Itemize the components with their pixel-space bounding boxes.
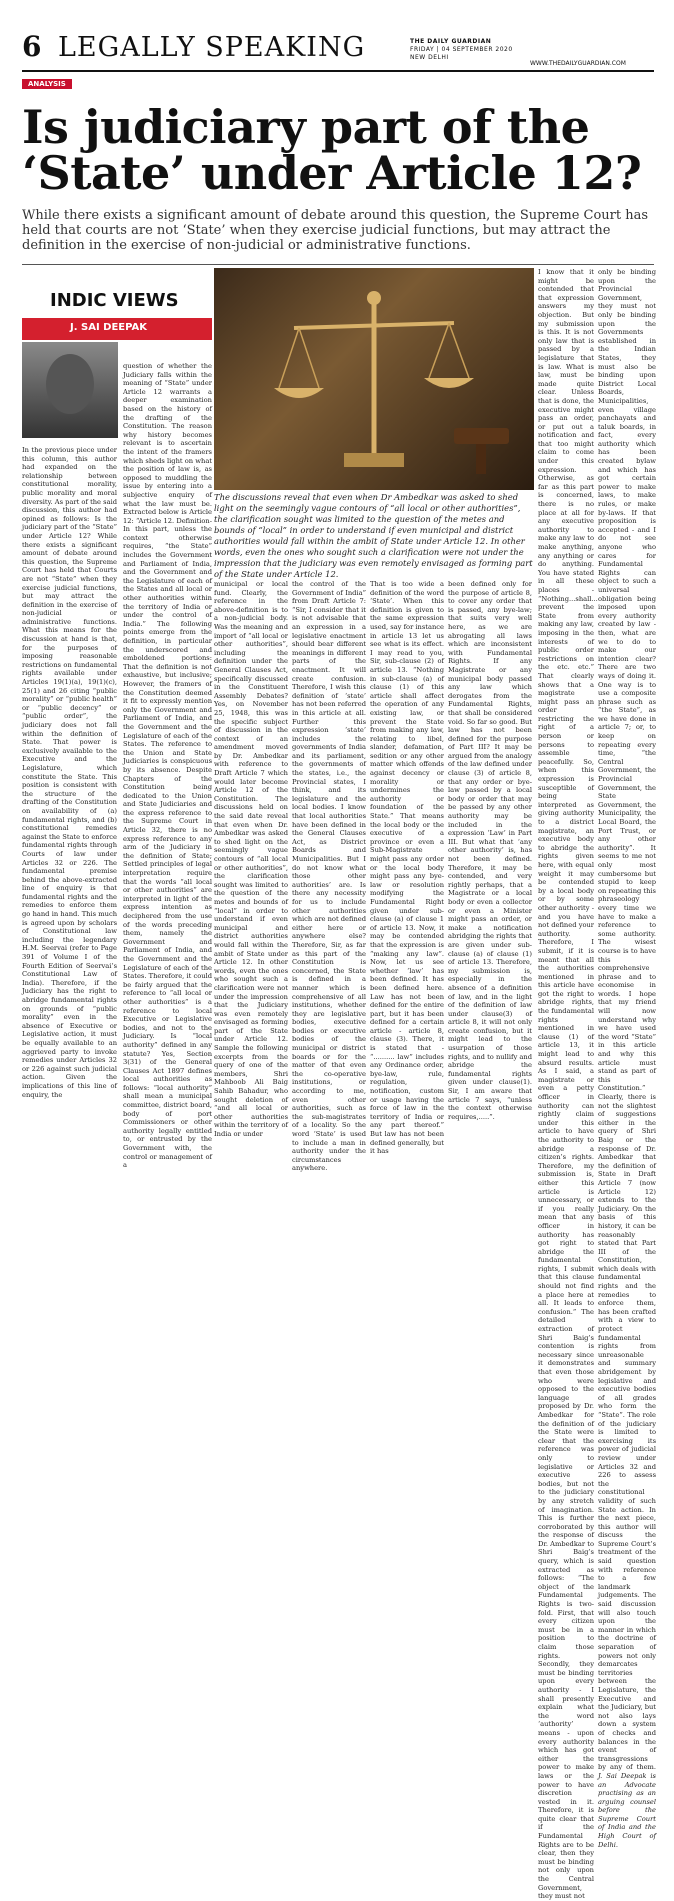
author-face-icon bbox=[46, 354, 94, 414]
author-name: J. SAI DEEPAK bbox=[70, 322, 148, 333]
deck-rule bbox=[22, 264, 654, 265]
column-6-text: been defined only for the purpose of article 8, to cover any order that is passed, any bye-law; that suits very well here, as we are abrogating all laws which are inconsistent with Fundamental Rights. If any Magistrate or any municipal body passed any law which derogates from the Fundamental Rights, that shall be considered void. So far so good. But law has not been defined for the purpose of Part III? It may be argued from the analogy of the law defined under clause (3) of article 8, that any order or bye-law passed by a local body or order that may be passed by any other authority may be included in the expression ‘Law’ in Part III. But what that ‘any other authority’ is, has not been defined. Therefore, it may be contended, and very rightly perhaps, that a Magistrate or a local body or even a collector or even a Minister might pass an order, or make a notification abridging the rights that are given under sub-clause (a) of clause (1) of article 13. Therefore, my submission is, especially in the absence of a definition of law, and in the light of the definition of law under clause(3) of article 8, it will not only create confusion, but it might lead to the usurpation of those rights, and to nullify and abridge the fundamental rights given under clause(1). Sir, I am aware that article 7 says, “unless the context otherwise requires,.....”. bbox=[448, 580, 532, 1121]
column-1-text: In the previous piece under this column, this author had expanded on the relationship between constitutional morality, public morality and moral diversity. As part of the said discussion, this author had opined as follows: Is the judiciary part of the “State” under Article 12? While there exists a significant amount of debate around this question, the Supreme Court has held that Courts are not “State” when they exercise judicial functions, but may attract the definition in the exercise of non-judicial or administrative functions. What this means for the discussion at hand is that, for the purposes of imposing reasonable restrictions on fundamental rights available under Articles 19(1)(a), 19(1)(c), 25(1) and 26 citing “public morality” or “public health” or “public decency” or “public order”, the judiciary does not fall within the definition of State. That power is exclusively available to the Executive and the Legislature, which constitute the State. This position is consistent with the structure of the drafting of the Constitution on availability of (a) fundamental rights, and (b) constitutional remedies against the State to enforce fundamental rights through Courts of law under Articles 32 or 226. The fundamental premise behind the above-extracted line of enquiry is that fundamental rights and the remedies to enforce them go hand in hand. This much is agreed upon by scholars of Constitutional law including the legendary H.M. Seervai (refer to Page 391 of Volume I of the Fourth Edition of Seervai’s Constitutional Law of India). Therefore, if the Judiciary has the right to abridge fundamental rights on grounds of “public morality” even in the absence of Executive or Legislative action, it must be equally available to an aggrieved party to invoke remedies under Articles 32 or 226 against such judicial action. Given the implications of this line of enquiry, the bbox=[22, 446, 117, 1099]
column-8-text bbox=[598, 268, 656, 1849]
paper-name: THE DAILY GUARDIAN bbox=[410, 38, 492, 45]
author-bio: J. Sai Deepak is an Advocate practising as an arguing counsel before the Supreme Court of India and the High Court of Delhi. bbox=[598, 1771, 656, 1849]
deck: While there exists a significant amount of debate around this question, the Supreme Court has held that courts are not ‘State’ when they exercise judicial functions, but may attract the definition in the exercise of non-judicial or administrative functions. bbox=[22, 208, 649, 253]
section-title: LEGALLY SPEAKING bbox=[58, 32, 366, 63]
page-number: 6 bbox=[22, 30, 42, 63]
image-caption: The discussions reveal that even when Dr Ambedkar was asked to shed light on the seemingly vague contours of “all local or other authorities”, the clarification sought was limited to the question of the metes and bounds of “local” in order to understand if even municipal and district authorities would fall within the ambit of State under Article 12. In other words, even the ones who sought such a clarification were not under the impression that the judiciary was even remotely envisaged as forming part of the State under Article 12. bbox=[214, 492, 533, 579]
column-7-text: I know that it might be contended that that expression answers my objection. But my submission is this. It is not only law that is passed by a legislature that is law. What is law, must be made quite clear. Unless that is done, the executive might pass an order, or put out a notification and that too might claim to come under this expression. Otherwise, as far as this part is concerned, there is no place at all for any executive authority to make any law to make anything, any anything or do anything. You have stated in all these places - “Nothing...shall... prevent the State from making any law, imposing in the interests of public order restrictions on the etc. etc.” That clearly shows that a magistrate might pass an order restricting the right of a person or persons to assemble peacefully. So, when this expression is susceptible of being interpreted as giving authority to a district magistrate, an executive body to abridge the rights given here, with equal weight it may be contended by a local body or by some other authority - and you have not defined your authority. Therefore, I submit, if it is meant that all the authorities mentioned in this article have got the right to abridge rights, the fundamental rights mentioned in clause (1) of article 13, it might lead to absurd results. As I said, a magistrate or even a petty officer in authority can rightly claim under this article to have the authority to abridge a citizen’s rights. Therefore, my submission is, either this article is unnecessary, or if you really mean that any officer in authority has got right to abridge the fundamental rights, I submit that this clause should not find a place here at all. It leads to confusion.” The detailed extraction of Shri Baig’s contention is necessary since it demonstrates that even those who were opposed to the language proposed by Dr. Ambedkar for the definition of the State were clear that the reference was only to legislative or executive bodies, but not to the judiciary by any stretch of imagination. This is further corroborated by the response of Dr. Ambedkar to Shri Baig’s query, which is extracted as follows: “The object of the Fundamental Rights is two-fold. First, that every citizen must be in a position to claim those rights. Secondly, they must be binding upon every authority - I shall presently explain what the word ‘authority’ means - upon every authority which has got either the power to make laws or the power to have discretion vested in it. Therefore, it is quite clear that if the Fundamental Rights are to be clear, then they must be binding not only upon the Central Government, they must not bbox=[538, 268, 598, 1901]
publication-info bbox=[410, 38, 513, 62]
column-2-text: question of whether the Judiciary falls within the meaning of “State” under Article 12 warrants a deeper examination based on the history of the drafting of the Constitution. The reason why history becomes relevant is to ascertain the intent of the framers which sheds light on what the position of law is, as opposed to muddling the issue by entering into a subjective enquiry of what the law must be. Extracted below is Article 12: “Article 12. Definition- In this part, unless the context otherwise requires, “the State” includes the Government and Parliament of India, and the Government and the Legislature of each of the States and all local or other authorities within the territory of India or under the control of India.” The following points emerge from the definition, in particular the underscored and emboldened portions: That the definition is not exhaustive, but inclusive; However, the framers of the Constitution deemed it fit to expressly mention only the Government and Parliament of India, and the Government and the Legislature of each of the States. The reference to the Union and State Judiciaries is conspicuous by its absence. Despite Chapters of the Constitution being dedicated to the Union and State Judiciaries and the express reference to the Supreme Court in Article 32, there is no express reference to any arm of the Judiciary in the definition of State; Settled principles of legal interpretation require that the words “all local or other authorities” are interpreted in light of the express intention as deciphered from the use of the words preceding them, namely the Government and Parliament of India, and the Government and the Legislature of each of the States. Therefore, it could be fairly argued that the reference to “all local or other authorities” is a reference to local Executive or Legislative bodies, and not to the Judiciary. Is “local authority” defined in any statute? Yes, Section 3(31) of the General Clauses Act 1897 defines local authorities as follows: “local authority” shall mean a municipal committee, district board, body of port Commissioners or other authority legally entitled to, or entrusted by the Government with, the control or management of a bbox=[123, 362, 212, 1170]
city: NEW DELHI bbox=[410, 54, 449, 61]
date-line: FRIDAY | 04 SEPTEMBER 2020 bbox=[410, 46, 513, 53]
scale-icon bbox=[214, 268, 534, 490]
headline: Is judiciary part of the ‘State’ under Article 12? bbox=[22, 100, 642, 200]
column-5-text: That is too wide a definition of the word ‘State’. When this definition is given to the same expression used, say for instance in article 13 let us see what is its effect. I may read to you, Sir, sub-clause (2) of article 13. “Nothing in sub-clause (a) of clause (1) of this article shall affect the operation of any existing law, or prevent the State from making any law, relating to libel, slander, defamation, sedition or any other matter which offends against decency or morality or undermines the authority or foundation of the State.” That means the local body or the executive of a province or even a Sub-Magistrate might pass any order or the local body might pass any bye-law or resolution modifying the Fundamental Right given under sub-clause (a) of clause 1 of article 13. Now, it may be contended that the expression is “making any law”. Now, let us see whether ‘law’ has been defined. It has been defined here. Law has not been defined for the entire part, but it has been defined for a certain article - article 8, clause (3). There, it is stated that - “.......... law” includes any Ordinance order, bye-law, rule, regulation, notification, custom or usage having the force of law in the territory of India or any part thereof.” But law has not been defined generally, but it has bbox=[370, 580, 444, 1156]
website-link[interactable]: WWW.THEDAILYGUARDIAN.COM bbox=[530, 60, 626, 67]
justice-scale-image bbox=[214, 268, 534, 490]
column-8-body: only be binding upon the Provincial Government, they must not only be binding upon the Governments established in the Indian States, they must also be binding upon District Local Boards, Municipalities, even village panchayats and taluk boards, in fact, every authority which has been created bylaw and which has got certain power to make laws, to make rules, or make by-laws. If that proposition is accepted - and I do not see anyone who cares for Fundamental Rights can object to such a universal obligation being imposed upon every authority created by law - then, what are we to do to make our intention clear? There are two ways of doing it. One way is to use a composite phrase such as “the State”, as we have done in article 7; or, to keep on repeating every time, “the Central Government, the Provincial Government, the State Government, the Municipality, the Local Board, the Port Trust, or any other authority”. It seems to me not only most cumbersome but stupid to keep on repeating this phraseology every time we have to make a reference to some authority. The wisest course is to have this comprehensive phrase and to economise in words. I hope that my friend will now understand why we have used the word “State” in this article and why this article must stand as part of this Constitution.” Clearly, there is not the slightest of suggestions either in the query of Shri Baig or the response of Dr. Ambedkar that the definition of State in Draft Article 7 (now Article 12) extends to the Judiciary. On the basis of this history, it can be reasonably stated that Part III of the Constitution, which deals with fundamental rights and the remedies to enforce them, has been crafted with a view to protect fundamental rights from unreasonable and summary abridgement by legislative and executive bodies of all grades who form the “State”. The role of the judiciary is limited to exercising its power of judicial review under Articles 32 and 226 to assess the constitutional validity of such State action. In the next piece, this author will discuss the Supreme Court’s treatment of the said question with reference to a few landmark judgements. The said discussion will also touch upon the manner in which the doctrine of separation of powers not only demarcates territories between the Legislature, the Executive and the Judiciary, but not also lays down a system of checks and balances in the event of transgressions by any of them. bbox=[598, 268, 656, 1772]
column-4-text: the control of the Government of India” from Draft Article 7: “Sir, I consider that it is not advisable that an expression in a legislative enactment should bear different meanings in different parts of the enactment. It will create confusion. Therefore, I wish this definition of ‘state’ has not been referred in this article at all. Further this expression ‘state’ includes the governments of India and its parliament, the governments of the states, i.e., the Provincial states, I think, and its legislature and the local bodies. I know that local authorities have been defined in the General Clauses Act, as District Boards and Municipalities. But I do not know what those other authorities’ are. Is there any necessity for us to include other authorities which are not defined either here or anywhere else? Therefore, Sir, as far as this part of the Constitution is concerned, the State is defined in a manner which is comprehensive of all institutions, whether they are legislative bodies, executive bodies or executive bodies of the municipal or district boards or for the matter of that even the co-operative institutions, or according to me, even other authorities, such as the sub-magistrates of a locality. So the word ‘State’ is used to include a man in authority under the circumstances anywhere. bbox=[292, 580, 367, 1173]
column-3-text: municipal or local fund. Clearly, the reference in the above-definition is to a non-judicial body. Was the meaning and import of “all local or other authorities”, including the definition under the General Clauses Act, specifically discussed in the Constituent Assembly Debates? Yes, on November 25, 1948, this was the specific subject of discussion in the context of an amendment moved by Dr. Ambedkar with reference to Draft Article 7 which would later become Article 12 of the Constitution. The discussions held on the said date reveal that even when Dr. Ambedkar was asked to shed light on the seemingly vague contours of “all local or other authorities”, the clarification sought was limited to the question of the metes and bounds of “local” in order to understand if even municipal and district authorities would fall within the ambit of State under Article 12. In other words, even the ones who sought such a clarification were not under the impression that the Judiciary was even remotely envisaged as forming part of the State under Article 12. Sample the following excerpts from the query of one of the members, Shri Mahboob Ali Baig Sahib Bahadur, who sought deletion of “and all local or other authorities within the territory of India or under bbox=[214, 580, 289, 1138]
header-rule bbox=[22, 70, 654, 72]
analysis-tag: ANALYSIS bbox=[22, 79, 72, 89]
column-name: INDIC VIEWS bbox=[50, 290, 179, 311]
